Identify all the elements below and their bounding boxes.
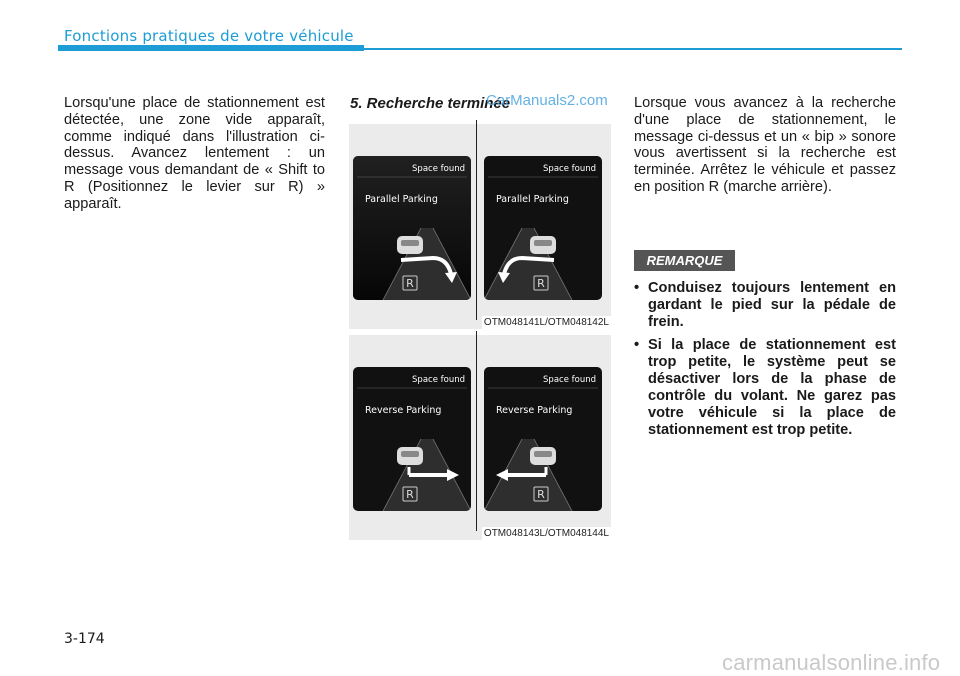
figure-divider [476,331,477,531]
section-title: 5. Recherche terminée [350,95,511,112]
watermark-link[interactable]: CarManuals2.com [486,92,608,109]
bullet-item [634,337,896,439]
right-paragraph: Lorsque vous avancez à la recherche d'une place de stationnement, le message ci-dessus et un « bip » sonore vous avertissent si la recherche est terminée. Arrêtez le véhicule et passez en position R (marche arrière). [634,95,896,195]
figure-reverse-parking [349,335,611,540]
cluster-screen [353,367,471,511]
figure-caption: OTM048141L/OTM048142L [483,317,609,328]
page-number: 3-174 [64,631,105,647]
footer-watermark[interactable]: carmanualsonline.info [722,650,941,675]
mode-label: Parallel Parking [496,194,569,205]
cluster-display [353,367,471,511]
space-found-badge: Space found [543,375,596,385]
remark-label: REMARQUE [634,250,735,271]
cluster-screen [353,156,471,300]
cluster-screen [484,156,602,300]
bullet-dot-icon: • [634,337,640,353]
figure-divider [476,120,477,320]
mode-label: Reverse Parking [496,405,573,416]
figure-parallel-parking [349,124,611,329]
remark-bullet-list [634,280,896,445]
gear-r-indicator: R [406,277,414,290]
cluster-display [484,367,602,511]
left-column-text [64,95,325,213]
space-found-badge: Space found [412,375,465,385]
gear-r-indicator: R [537,488,545,501]
header-rule-accent [58,45,364,51]
cluster-display [484,156,602,300]
cluster-screen [484,367,602,511]
right-column-text [634,95,896,196]
mode-label: Reverse Parking [365,405,442,416]
space-found-badge: Space found [412,164,465,174]
mode-label: Parallel Parking [365,194,438,205]
cluster-display [353,156,471,300]
left-paragraph: Lorsqu'une place de stationnement est détectée, une zone vide apparaît, comme indiqué dans l'illustration ci-dessus. Avancez lentement : un message vous demandant de « Shift to R (Positionnez le levier sur R) » apparaît. [64,95,325,212]
header-rule [364,48,902,50]
bullet-text: Conduisez toujours lentement en gardant le pied sur la pédale de frein. [648,280,896,330]
bullet-text: Si la place de stationnement est trop petite, le système peut se désactiver lors de la phase de contrôle du volant. Ne garez pas votre véhicule si la place de stationnement est trop petite. [648,337,896,438]
bullet-item [634,280,896,331]
section-header-title: Fonctions pratiques de votre véhicule [64,27,354,45]
gear-r-indicator: R [406,488,414,501]
space-found-badge: Space found [543,164,596,174]
gear-r-indicator: R [537,277,545,290]
figure-caption: OTM048143L/OTM048144L [483,528,609,539]
bullet-dot-icon: • [634,280,640,296]
